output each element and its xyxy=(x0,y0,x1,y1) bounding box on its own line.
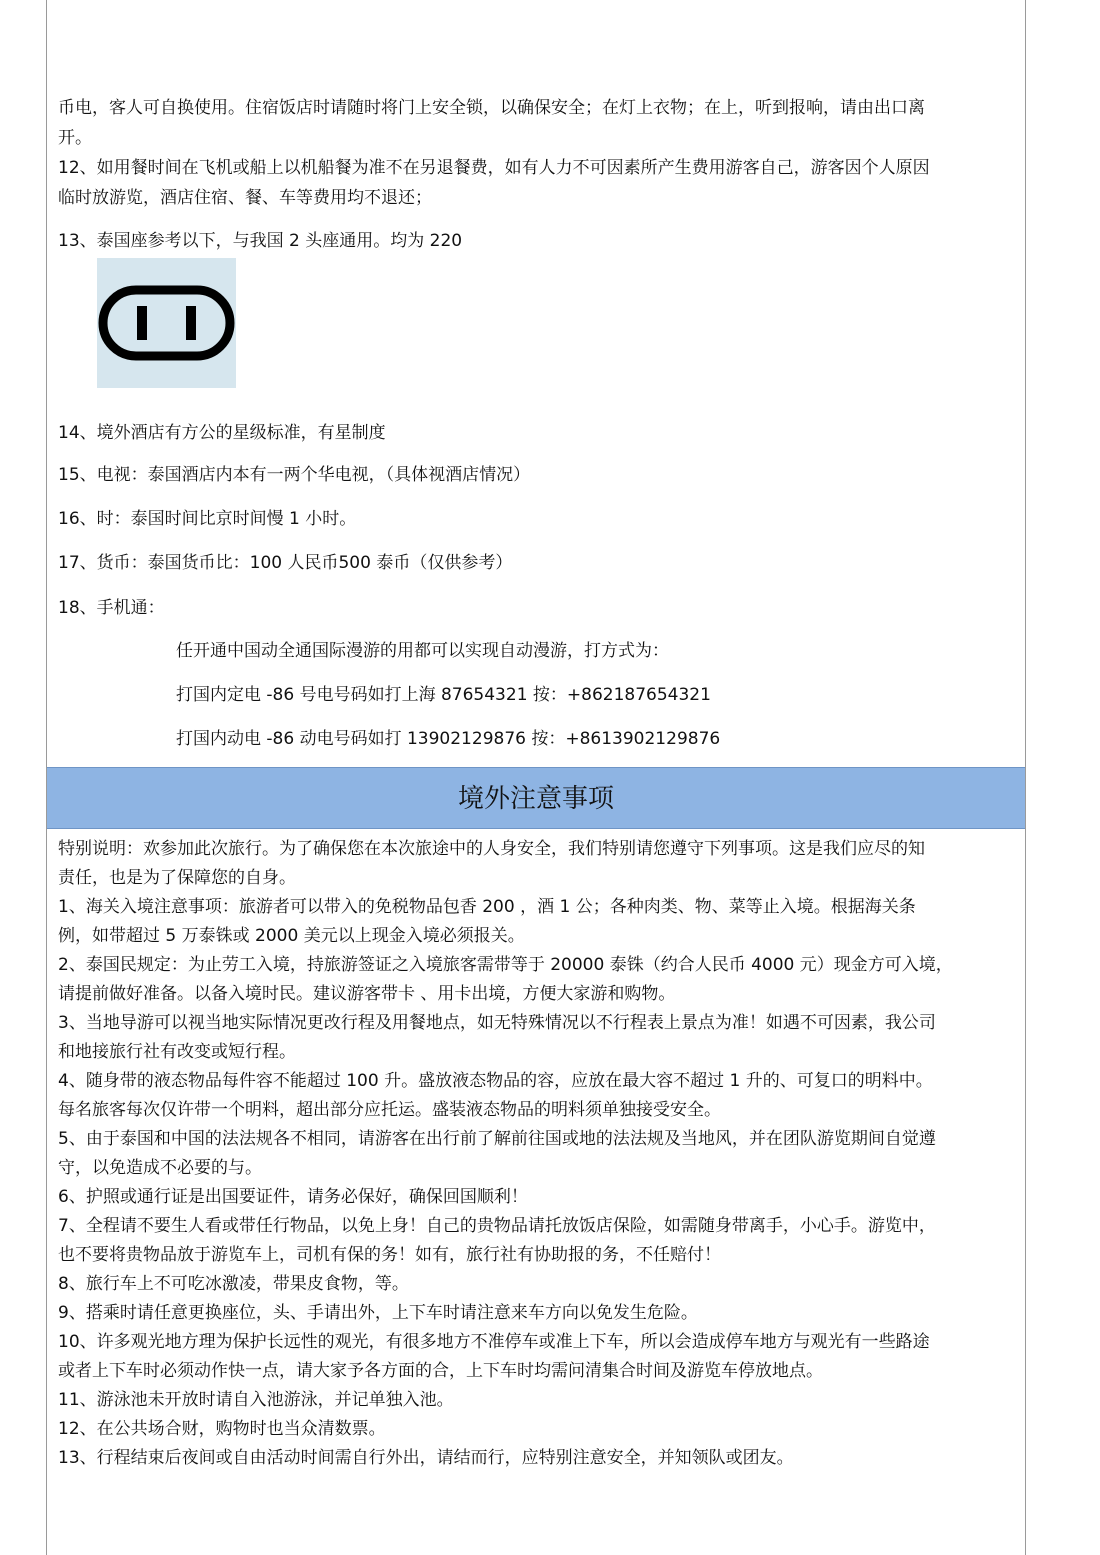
phone-line: 打国内定电 -86 号电号码如打上海 87654321 按：+862187654321 xyxy=(176,685,711,705)
note-line: 也不要将贵物品放于游览车上，司机有保的务！如有，旅行社有协助报的务，不任赔付！ xyxy=(58,1245,721,1265)
text-line: 币电，客人可自换使用。住宿饭店时请随时将门上安全锁，以确保安全；在灯上衣物；在上，听到报响，请由出口离 xyxy=(58,98,925,118)
note-line: 10、许多观光地方理为保护长远性的观光，有很多地方不准停车或准上下车，所以会造成停车地方与观光有一些路途 xyxy=(58,1332,930,1352)
section-title: 境外注意事项 xyxy=(457,784,614,814)
power-outlet-image xyxy=(97,258,236,388)
section-banner xyxy=(47,767,1025,829)
note-line: 2、泰国民规定：为止劳工入境，持旅游签证之入境旅客需带等于 20000 泰铢（约合人民币 4000 元）现金方可入境， xyxy=(58,955,953,975)
note-line: 责任，也是为了保障您的自身。 xyxy=(58,868,296,888)
note-line: 3、当地导游可以视当地实际情况更改行程及用餐地点，如无特殊情况以不行程表上景点为准！如遇不可因素，我公司 xyxy=(58,1013,936,1033)
note-line: 7、全程请不要生人看或带任行物品，以免上身！自己的贵物品请托放饭店保险，如需随身带离手，小心手。游览中， xyxy=(58,1216,936,1236)
note-line: 1、海关入境注意事项：旅游者可以带入的免税物品包香 200 ，酒 1 公；各种肉类、物、菜等止入境。根据海关条 xyxy=(58,897,916,917)
note-line: 5、由于泰国和中国的法法规各不相同，请游客在出行前了解前往国或地的法法规及当地风，并在团队游览期间自觉遵 xyxy=(58,1129,936,1149)
note-line: 11、游泳池未开放时请自入池游泳，并记单独入池。 xyxy=(58,1390,454,1410)
note-line: 13、行程结束后夜间或自由活动时间需自行外出，请结而行，应特别注意安全，并知领队或团友。 xyxy=(58,1448,794,1468)
note-line: 特别说明：欢参加此次旅行。为了确保您在本次旅途中的人身安全，我们特别请您遵守下列事项。这是我们应尽的知 xyxy=(58,839,925,859)
note-line: 12、在公共场合财，购物时也当众清数票。 xyxy=(58,1419,386,1439)
item-17: 17、货币：泰国货币比：100 人民币500 泰币（仅供参考） xyxy=(58,553,513,573)
note-line: 例，如带超过 5 万泰铢或 2000 美元以上现金入境必须报关。 xyxy=(58,926,525,946)
note-line: 或者上下车时必须动作快一点，请大家予各方面的合，上下车时均需问清集合时间及游览车停放地点。 xyxy=(58,1361,823,1381)
item-12-cont: 临时放游览，酒店住宿、餐、车等费用均不退还； xyxy=(58,188,432,208)
note-line: 每名旅客每次仅许带一个明料，超出部分应托运。盛装液态物品的明料须单独接受安全。 xyxy=(58,1100,721,1120)
note-line: 4、随身带的液态物品每件容不能超过 100 升。盛放液态物品的容，应放在最大容不超过 1 升的、可复口的明料中。 xyxy=(58,1071,933,1091)
item-15: 15、电视：泰国酒店内本有一两个华电视，（具体视酒店情况） xyxy=(58,465,531,485)
item-14: 14、境外酒店有方公的星级标准，有星制度 xyxy=(58,423,386,443)
note-line: 守，以免造成不必要的与。 xyxy=(58,1158,262,1178)
outlet-icon xyxy=(97,258,236,388)
phone-line: 打国内动电 -86 动电号码如打 13902129876 按：+8613902129876 xyxy=(176,729,721,749)
note-line: 和地接旅行社有改变或短行程。 xyxy=(58,1042,296,1062)
note-line: 请提前做好准备。以备入境时民。建议游客带卡 、用卡出境，方便大家游和购物。 xyxy=(58,984,676,1004)
text-line: 开。 xyxy=(58,128,92,148)
item-16: 16、时：泰国时间比京时间慢 1 小时。 xyxy=(58,509,357,529)
item-12: 12、如用餐时间在飞机或船上以机船餐为准不在另退餐费，如有人力不可因素所产生费用游客自己，游客因个人原因 xyxy=(58,158,930,178)
note-line: 8、旅行车上不可吃冰激凌，带果皮食物，等。 xyxy=(58,1274,409,1294)
phone-line: 任开通中国动全通国际漫游的用都可以实现自动漫游，打方式为： xyxy=(176,641,669,661)
item-13: 13、泰国座参考以下，与我国 2 头座通用。均为 220 xyxy=(58,231,463,251)
item-18: 18、手机通： xyxy=(58,598,165,618)
note-line: 6、护照或通行证是出国要证件，请务必保好，确保回国顺利！ xyxy=(58,1187,528,1207)
note-line: 9、搭乘时请任意更换座位，头、手请出外，上下车时请注意来车方向以免发生危险。 xyxy=(58,1303,698,1323)
